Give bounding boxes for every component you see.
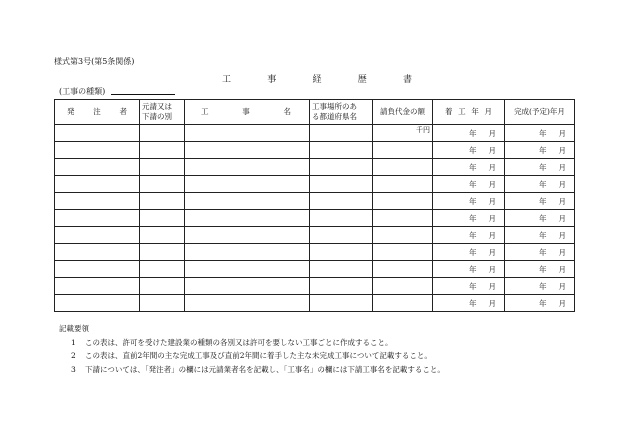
cell-work-name[interactable] — [185, 125, 310, 142]
year-label: 年 — [539, 264, 547, 274]
month-label: 月 — [488, 230, 496, 240]
cell-location[interactable] — [310, 227, 373, 244]
cell-complete[interactable] — [505, 227, 575, 244]
header-location: 工事場所のあ る都道府県名 — [310, 100, 373, 125]
month-label: 月 — [558, 145, 566, 155]
cell-start[interactable] — [433, 159, 505, 176]
year-label: 年 — [469, 230, 477, 240]
cell-location[interactable] — [310, 261, 373, 278]
table-header-row — [55, 100, 575, 125]
month-label: 月 — [558, 298, 566, 308]
year-label: 年 — [539, 196, 547, 206]
cell-complete[interactable] — [505, 193, 575, 210]
cell-amount[interactable] — [373, 295, 433, 312]
cell-client[interactable] — [55, 261, 140, 278]
year-label: 年 — [539, 145, 547, 155]
month-label: 月 — [488, 145, 496, 155]
cell-client[interactable] — [55, 125, 140, 142]
cell-complete[interactable] — [505, 159, 575, 176]
cell-location[interactable] — [310, 244, 373, 261]
month-label: 月 — [558, 230, 566, 240]
year-label: 年 — [469, 162, 477, 172]
table-row — [55, 278, 575, 295]
month-label: 月 — [558, 213, 566, 223]
year-label: 年 — [469, 264, 477, 274]
cell-start[interactable] — [433, 295, 505, 312]
cell-contract-type[interactable] — [140, 176, 185, 193]
table-row — [55, 176, 575, 193]
table-row — [55, 295, 575, 312]
cell-start[interactable] — [433, 244, 505, 261]
cell-location[interactable] — [310, 295, 373, 312]
month-label: 月 — [558, 247, 566, 257]
year-label: 年 — [539, 179, 547, 189]
cell-location[interactable] — [310, 142, 373, 159]
cell-contract-type[interactable] — [140, 278, 185, 295]
month-label: 月 — [488, 213, 496, 223]
cell-location[interactable] — [310, 159, 373, 176]
cell-start[interactable] — [433, 261, 505, 278]
page-title — [222, 72, 412, 85]
year-label: 年 — [469, 281, 477, 291]
year-label: 年 — [539, 162, 547, 172]
cell-work-name[interactable] — [185, 244, 310, 261]
cell-client[interactable] — [55, 278, 140, 295]
table-body — [55, 125, 575, 312]
year-label: 年 — [539, 298, 547, 308]
cell-start[interactable] — [433, 142, 505, 159]
month-label: 月 — [558, 196, 566, 206]
month-label: 月 — [558, 162, 566, 172]
cell-work-name[interactable] — [185, 278, 310, 295]
cell-client[interactable] — [55, 244, 140, 261]
cell-start[interactable] — [433, 193, 505, 210]
title-char: 書 — [402, 75, 412, 85]
year-label: 年 — [539, 247, 547, 257]
year-label: 年 — [469, 179, 477, 189]
cell-work-name[interactable] — [185, 193, 310, 210]
cell-amount[interactable] — [373, 142, 433, 159]
cell-client[interactable] — [55, 176, 140, 193]
cell-contract-type[interactable] — [140, 295, 185, 312]
month-label: 月 — [558, 264, 566, 274]
cell-contract-type[interactable] — [140, 125, 185, 142]
table-row — [55, 227, 575, 244]
month-label: 月 — [488, 162, 496, 172]
title-char: 工 — [222, 75, 232, 85]
cell-complete[interactable] — [505, 295, 575, 312]
work-type-blank[interactable] — [111, 86, 175, 95]
header-complete: 完成(予定)年月 — [505, 100, 575, 125]
note-item: 3 下請については、「発注者」の欄には元請業者名を記載し、「工事名」の欄には下請工事名を記載すること。 — [71, 364, 445, 374]
year-label: 年 — [539, 128, 547, 138]
year-label: 年 — [469, 196, 477, 206]
month-label: 月 — [488, 128, 496, 138]
month-label: 月 — [488, 264, 496, 274]
title-char: 事 — [267, 75, 277, 85]
header-client: 発 注 者 — [55, 100, 140, 125]
cell-start[interactable] — [433, 210, 505, 227]
year-label: 年 — [469, 145, 477, 155]
cell-client[interactable] — [55, 227, 140, 244]
cell-contract-type[interactable] — [140, 193, 185, 210]
cell-work-name[interactable] — [185, 261, 310, 278]
cell-amount[interactable] — [373, 210, 433, 227]
table-row — [55, 142, 575, 159]
year-label: 年 — [469, 298, 477, 308]
cell-contract-type[interactable] — [140, 210, 185, 227]
cell-location[interactable] — [310, 125, 373, 142]
unit-label: 千円 — [416, 126, 430, 134]
cell-work-name[interactable] — [185, 176, 310, 193]
header-amount: 請負代金の額 — [373, 100, 433, 125]
table-row — [55, 159, 575, 176]
cell-location[interactable] — [310, 210, 373, 227]
work-type-label: (工事の種類) — [59, 87, 106, 96]
cell-complete[interactable] — [505, 261, 575, 278]
cell-client[interactable] — [55, 193, 140, 210]
cell-client[interactable] — [55, 295, 140, 312]
note-item: 1 この表は、許可を受けた建設業の種類の各別又は許可を要しない工事ごとに作成すること。 — [71, 337, 393, 347]
cell-complete[interactable] — [505, 244, 575, 261]
cell-amount[interactable] — [373, 261, 433, 278]
cell-work-name[interactable] — [185, 210, 310, 227]
cell-client[interactable] — [55, 210, 140, 227]
table-row — [55, 125, 575, 142]
notes-title: 記載要領 — [59, 324, 89, 333]
note-item: 2 この表は、直前2年間の主な完成工事及び直前2年間に着手した主な未完成工事について記載すること。 — [71, 351, 432, 360]
month-label: 月 — [488, 179, 496, 189]
cell-location[interactable] — [310, 176, 373, 193]
cell-start[interactable] — [433, 125, 505, 142]
year-label: 年 — [469, 213, 477, 223]
header-start: 着 工 年 月 — [433, 100, 505, 125]
table-row — [55, 210, 575, 227]
form-number: 様式第3号(第5条関係) — [54, 57, 135, 66]
cell-start[interactable] — [433, 227, 505, 244]
year-label: 年 — [539, 281, 547, 291]
cell-amount[interactable] — [373, 278, 433, 295]
cell-complete[interactable] — [505, 125, 575, 142]
cell-contract-type[interactable] — [140, 159, 185, 176]
cell-work-name[interactable] — [185, 142, 310, 159]
cell-amount[interactable] — [373, 193, 433, 210]
header-work-name: 工 事 名 — [185, 100, 310, 125]
work-history-table — [54, 99, 575, 312]
work-type-line — [59, 86, 175, 97]
year-label: 年 — [539, 213, 547, 223]
header-contract-type: 元請又は 下請の別 — [140, 100, 185, 125]
cell-complete[interactable] — [505, 278, 575, 295]
cell-location[interactable] — [310, 193, 373, 210]
month-label: 月 — [488, 247, 496, 257]
table-row — [55, 261, 575, 278]
cell-work-name[interactable] — [185, 159, 310, 176]
cell-start[interactable] — [433, 278, 505, 295]
month-label: 月 — [558, 281, 566, 291]
cell-client[interactable] — [55, 142, 140, 159]
cell-amount[interactable] — [373, 176, 433, 193]
cell-start[interactable] — [433, 176, 505, 193]
cell-client[interactable] — [55, 159, 140, 176]
year-label: 年 — [469, 247, 477, 257]
cell-work-name[interactable] — [185, 227, 310, 244]
cell-amount[interactable] — [373, 159, 433, 176]
table-row — [55, 244, 575, 261]
notes-section — [59, 322, 445, 376]
month-label: 月 — [488, 196, 496, 206]
cell-complete[interactable] — [505, 176, 575, 193]
title-char: 歴 — [357, 75, 367, 85]
cell-amount[interactable] — [373, 227, 433, 244]
cell-contract-type[interactable] — [140, 227, 185, 244]
cell-contract-type[interactable] — [140, 142, 185, 159]
cell-complete[interactable] — [505, 142, 575, 159]
month-label: 月 — [558, 179, 566, 189]
cell-complete[interactable] — [505, 210, 575, 227]
month-label: 月 — [558, 128, 566, 138]
month-label: 月 — [488, 298, 496, 308]
cell-contract-type[interactable] — [140, 244, 185, 261]
cell-location[interactable] — [310, 278, 373, 295]
year-label: 年 — [469, 128, 477, 138]
cell-work-name[interactable] — [185, 295, 310, 312]
month-label: 月 — [488, 281, 496, 291]
table-row — [55, 193, 575, 210]
title-char: 経 — [312, 75, 322, 85]
cell-amount[interactable] — [373, 244, 433, 261]
cell-amount[interactable] — [373, 125, 433, 142]
year-label: 年 — [539, 230, 547, 240]
cell-contract-type[interactable] — [140, 261, 185, 278]
